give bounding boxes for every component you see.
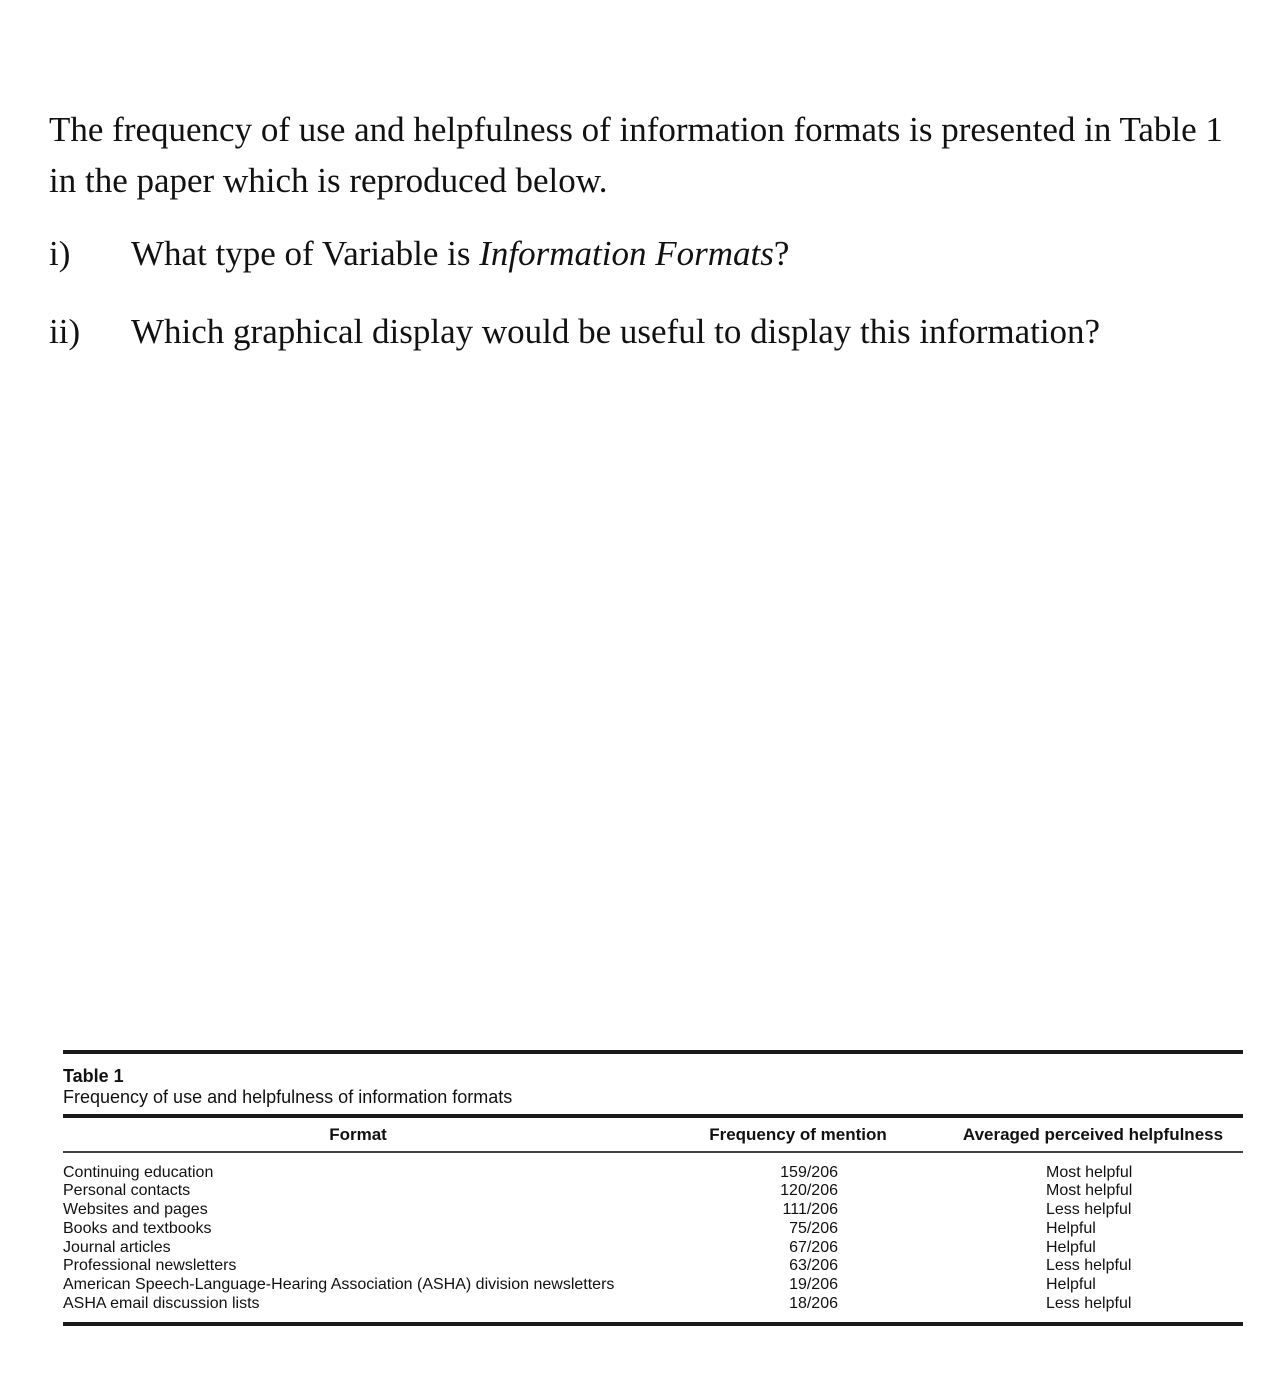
cell-frequency: 63/206 [789,1257,838,1275]
question-number: ii) [49,312,81,351]
question-italic-term: Information Formats [479,234,774,273]
cell-frequency: 159/206 [780,1163,838,1181]
cell-format: Journal articles [63,1238,171,1256]
cell-frequency: 67/206 [789,1238,838,1256]
cell-helpfulness: Helpful [1046,1219,1096,1237]
table-1 [63,1050,1243,1326]
header-helpfulness: Averaged perceived helpfulness [962,1124,1224,1144]
table-body [63,1153,1243,1322]
question-punctuation: ? [773,234,790,273]
table-row [63,1239,1243,1258]
cell-helpfulness: Less helpful [1046,1295,1132,1313]
table-header-row [63,1118,1243,1151]
cell-format: Professional newsletters [63,1257,237,1275]
question-text: Which graphical display would be useful to display this information? [131,312,1101,351]
cell-format: ASHA email discussion lists [63,1295,260,1313]
question-number: i) [49,234,71,273]
cell-helpfulness: Most helpful [1046,1182,1133,1200]
table-bottom-rule [63,1322,1243,1326]
cell-helpfulness: Most helpful [1046,1163,1133,1181]
intro-paragraph: The frequency of use and helpfulness of information formats is presented in Table 1 in the paper which is reproduced below. [49,110,1223,200]
cell-frequency: 120/206 [780,1182,838,1200]
table-row [63,1257,1243,1276]
table-row [63,1164,1243,1183]
question-2 [49,310,1100,354]
cell-format: American Speech-Language-Hearing Association (ASHA) division newsletters [63,1276,615,1294]
cell-format: Websites and pages [63,1201,208,1219]
table-row [63,1182,1243,1201]
cell-format: Books and textbooks [63,1219,212,1237]
cell-frequency: 18/206 [789,1295,838,1313]
cell-frequency: 75/206 [789,1219,838,1237]
question-text: What type of Variable is [131,234,480,273]
cell-helpfulness: Helpful [1046,1276,1096,1294]
cell-frequency: 111/206 [782,1201,838,1219]
cell-format: Personal contacts [63,1182,191,1200]
table-caption: Frequency of use and helpfulness of information formats [63,1087,513,1107]
table-row [63,1201,1243,1220]
cell-helpfulness: Less helpful [1046,1201,1132,1219]
cell-helpfulness: Helpful [1046,1238,1096,1256]
table-row [63,1276,1243,1295]
table-label: Table 1 [63,1066,124,1086]
table-row [63,1220,1243,1239]
table-top-rule [63,1050,1243,1054]
header-format: Format [329,1124,387,1144]
question-1 [49,232,789,276]
cell-helpfulness: Less helpful [1046,1257,1132,1275]
cell-frequency: 19/206 [789,1276,838,1294]
header-frequency: Frequency of mention [709,1124,887,1144]
table-row [63,1295,1243,1314]
cell-format: Continuing education [63,1163,214,1181]
